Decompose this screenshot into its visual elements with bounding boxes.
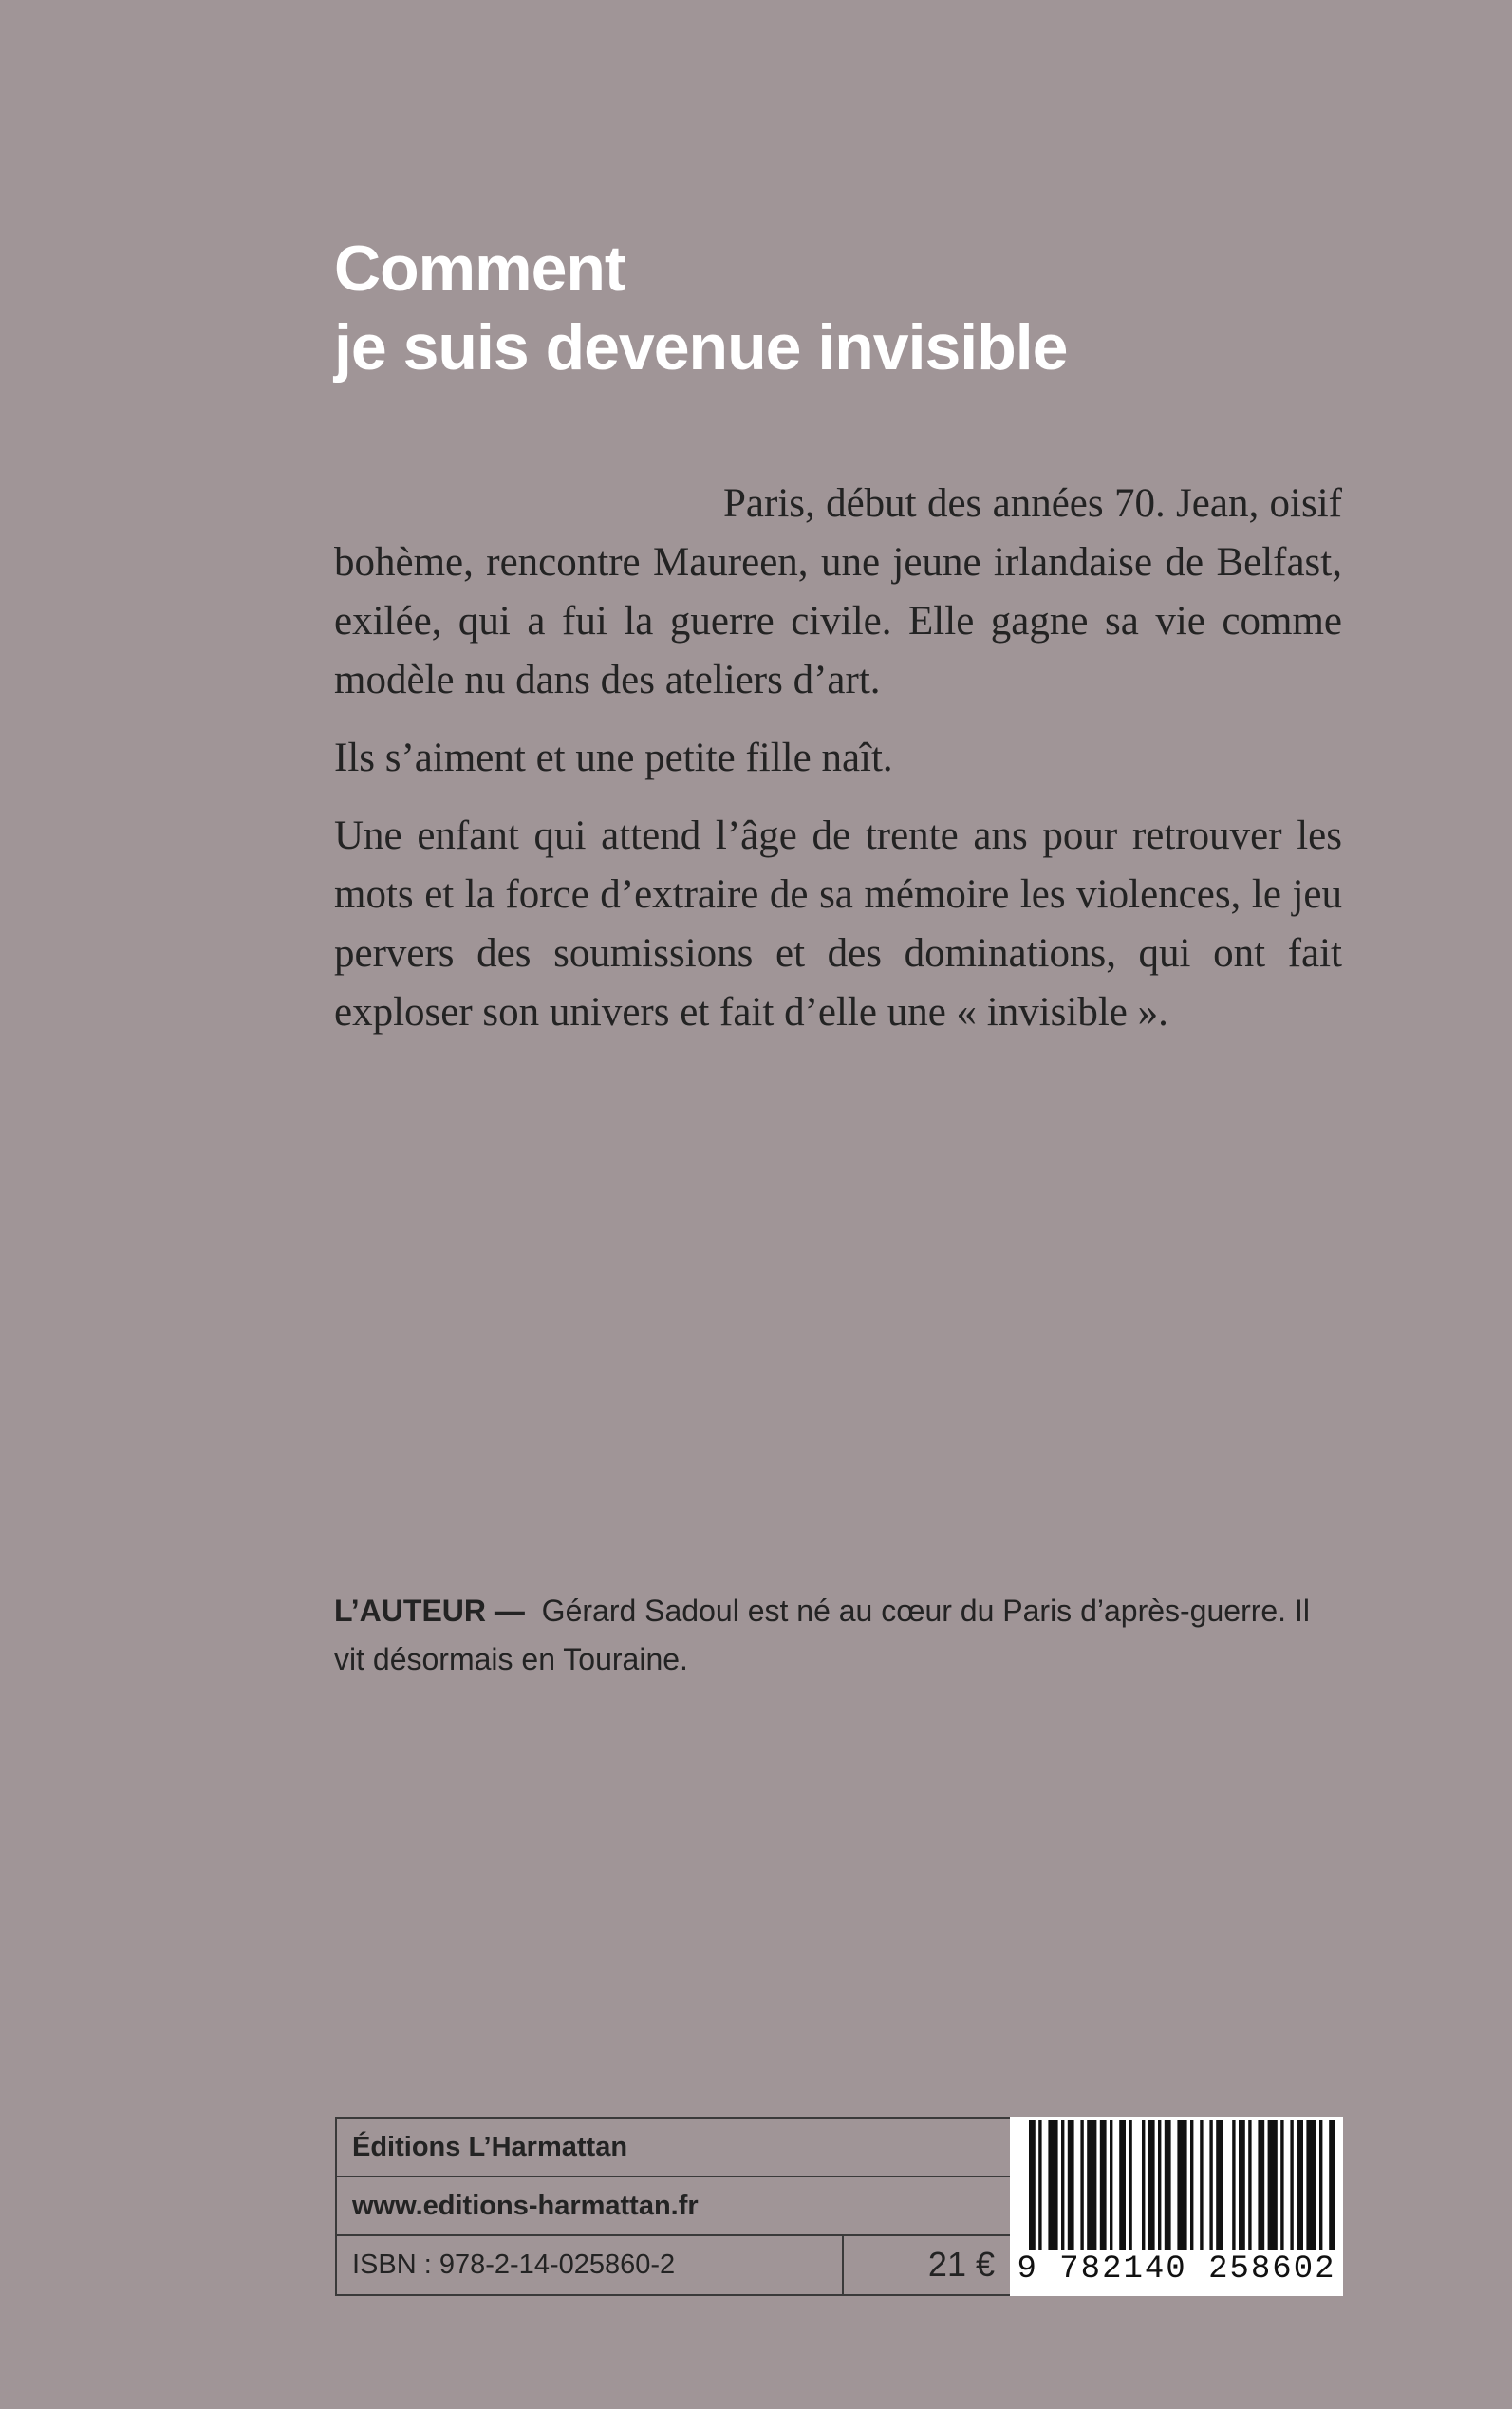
barcode-bar xyxy=(1319,2120,1322,2251)
barcode-bar xyxy=(1239,2120,1245,2251)
publisher-name: Éditions L’Harmattan xyxy=(337,2119,1010,2177)
barcode-bar xyxy=(1306,2120,1316,2251)
book-title xyxy=(334,230,1283,387)
isbn: ISBN : 978-2-14-025860-2 xyxy=(337,2236,844,2294)
barcode-bar xyxy=(1029,2120,1036,2263)
barcode-bar xyxy=(1297,2120,1303,2251)
author-text: Gérard Sadoul est né au cœur du Paris d’après-guerre. Il vit désormais en Touraine. xyxy=(334,1594,1310,1676)
barcode-bar xyxy=(1258,2120,1264,2251)
barcode-bar xyxy=(1129,2120,1131,2251)
author-bio xyxy=(334,1587,1342,1684)
barcode-digits: 9 782140 258602 xyxy=(1010,2250,1343,2289)
barcode-bar xyxy=(1290,2120,1293,2251)
barcode-bar xyxy=(1177,2120,1186,2251)
author-label: L’AUTEUR — xyxy=(334,1594,525,1628)
barcode-bar xyxy=(1280,2120,1283,2251)
barcode-bar xyxy=(1061,2120,1064,2251)
barcode-bar xyxy=(1200,2120,1203,2251)
barcode-bar xyxy=(1190,2120,1193,2251)
barcode-bar xyxy=(1048,2120,1057,2251)
publisher-info-box xyxy=(335,2117,1343,2296)
isbn-price-row xyxy=(337,2236,1010,2294)
barcode-bar xyxy=(1100,2120,1107,2251)
barcode-bar xyxy=(1232,2120,1235,2251)
publisher-website: www.editions-harmattan.fr xyxy=(337,2177,1010,2236)
barcode-bar xyxy=(1165,2120,1171,2251)
barcode-bar xyxy=(1209,2120,1212,2263)
barcode-bar xyxy=(1216,2120,1223,2251)
synopsis-paragraph-1: Paris, début des années 70. Jean, oisif bohème, rencontre Maureen, une jeune irlandaise de Belfast, exilée, qui a fui la guerre civile. Elle gagne sa vie comme modèle nu dans des ateliers d’art. xyxy=(334,481,1342,702)
barcode-bar xyxy=(1158,2120,1161,2251)
barcode-bar xyxy=(1110,2120,1112,2251)
price: 21 € xyxy=(927,2245,995,2284)
synopsis-paragraph-3: Une enfant qui attend l’âge de trente ans pour retrouver les mots et la force d’extraire de sa mémoire les violences, le jeu pervers des soumissions et des dominations, qui ont fait exploser son univers et fait d’elle une « invisible ». xyxy=(334,813,1342,1035)
barcode-bar xyxy=(1148,2120,1155,2251)
barcode-bar xyxy=(1248,2120,1251,2251)
barcode-bar xyxy=(1080,2120,1083,2251)
barcode-bar xyxy=(1268,2120,1278,2251)
book-title-line-2: je suis devenue invisible xyxy=(334,311,1068,383)
book-title-line-1: Comment xyxy=(334,233,625,305)
synopsis xyxy=(334,475,1342,1061)
barcode-bar xyxy=(1119,2120,1126,2251)
barcode-bar xyxy=(1087,2120,1096,2251)
barcode-bar xyxy=(1038,2120,1041,2263)
barcode-bar xyxy=(1329,2120,1335,2251)
barcode-bar xyxy=(1068,2120,1074,2251)
barcode-bar xyxy=(1142,2120,1145,2251)
synopsis-paragraph-2: Ils s’aiment et une petite fille naît. xyxy=(334,736,893,780)
barcode xyxy=(1010,2117,1343,2296)
